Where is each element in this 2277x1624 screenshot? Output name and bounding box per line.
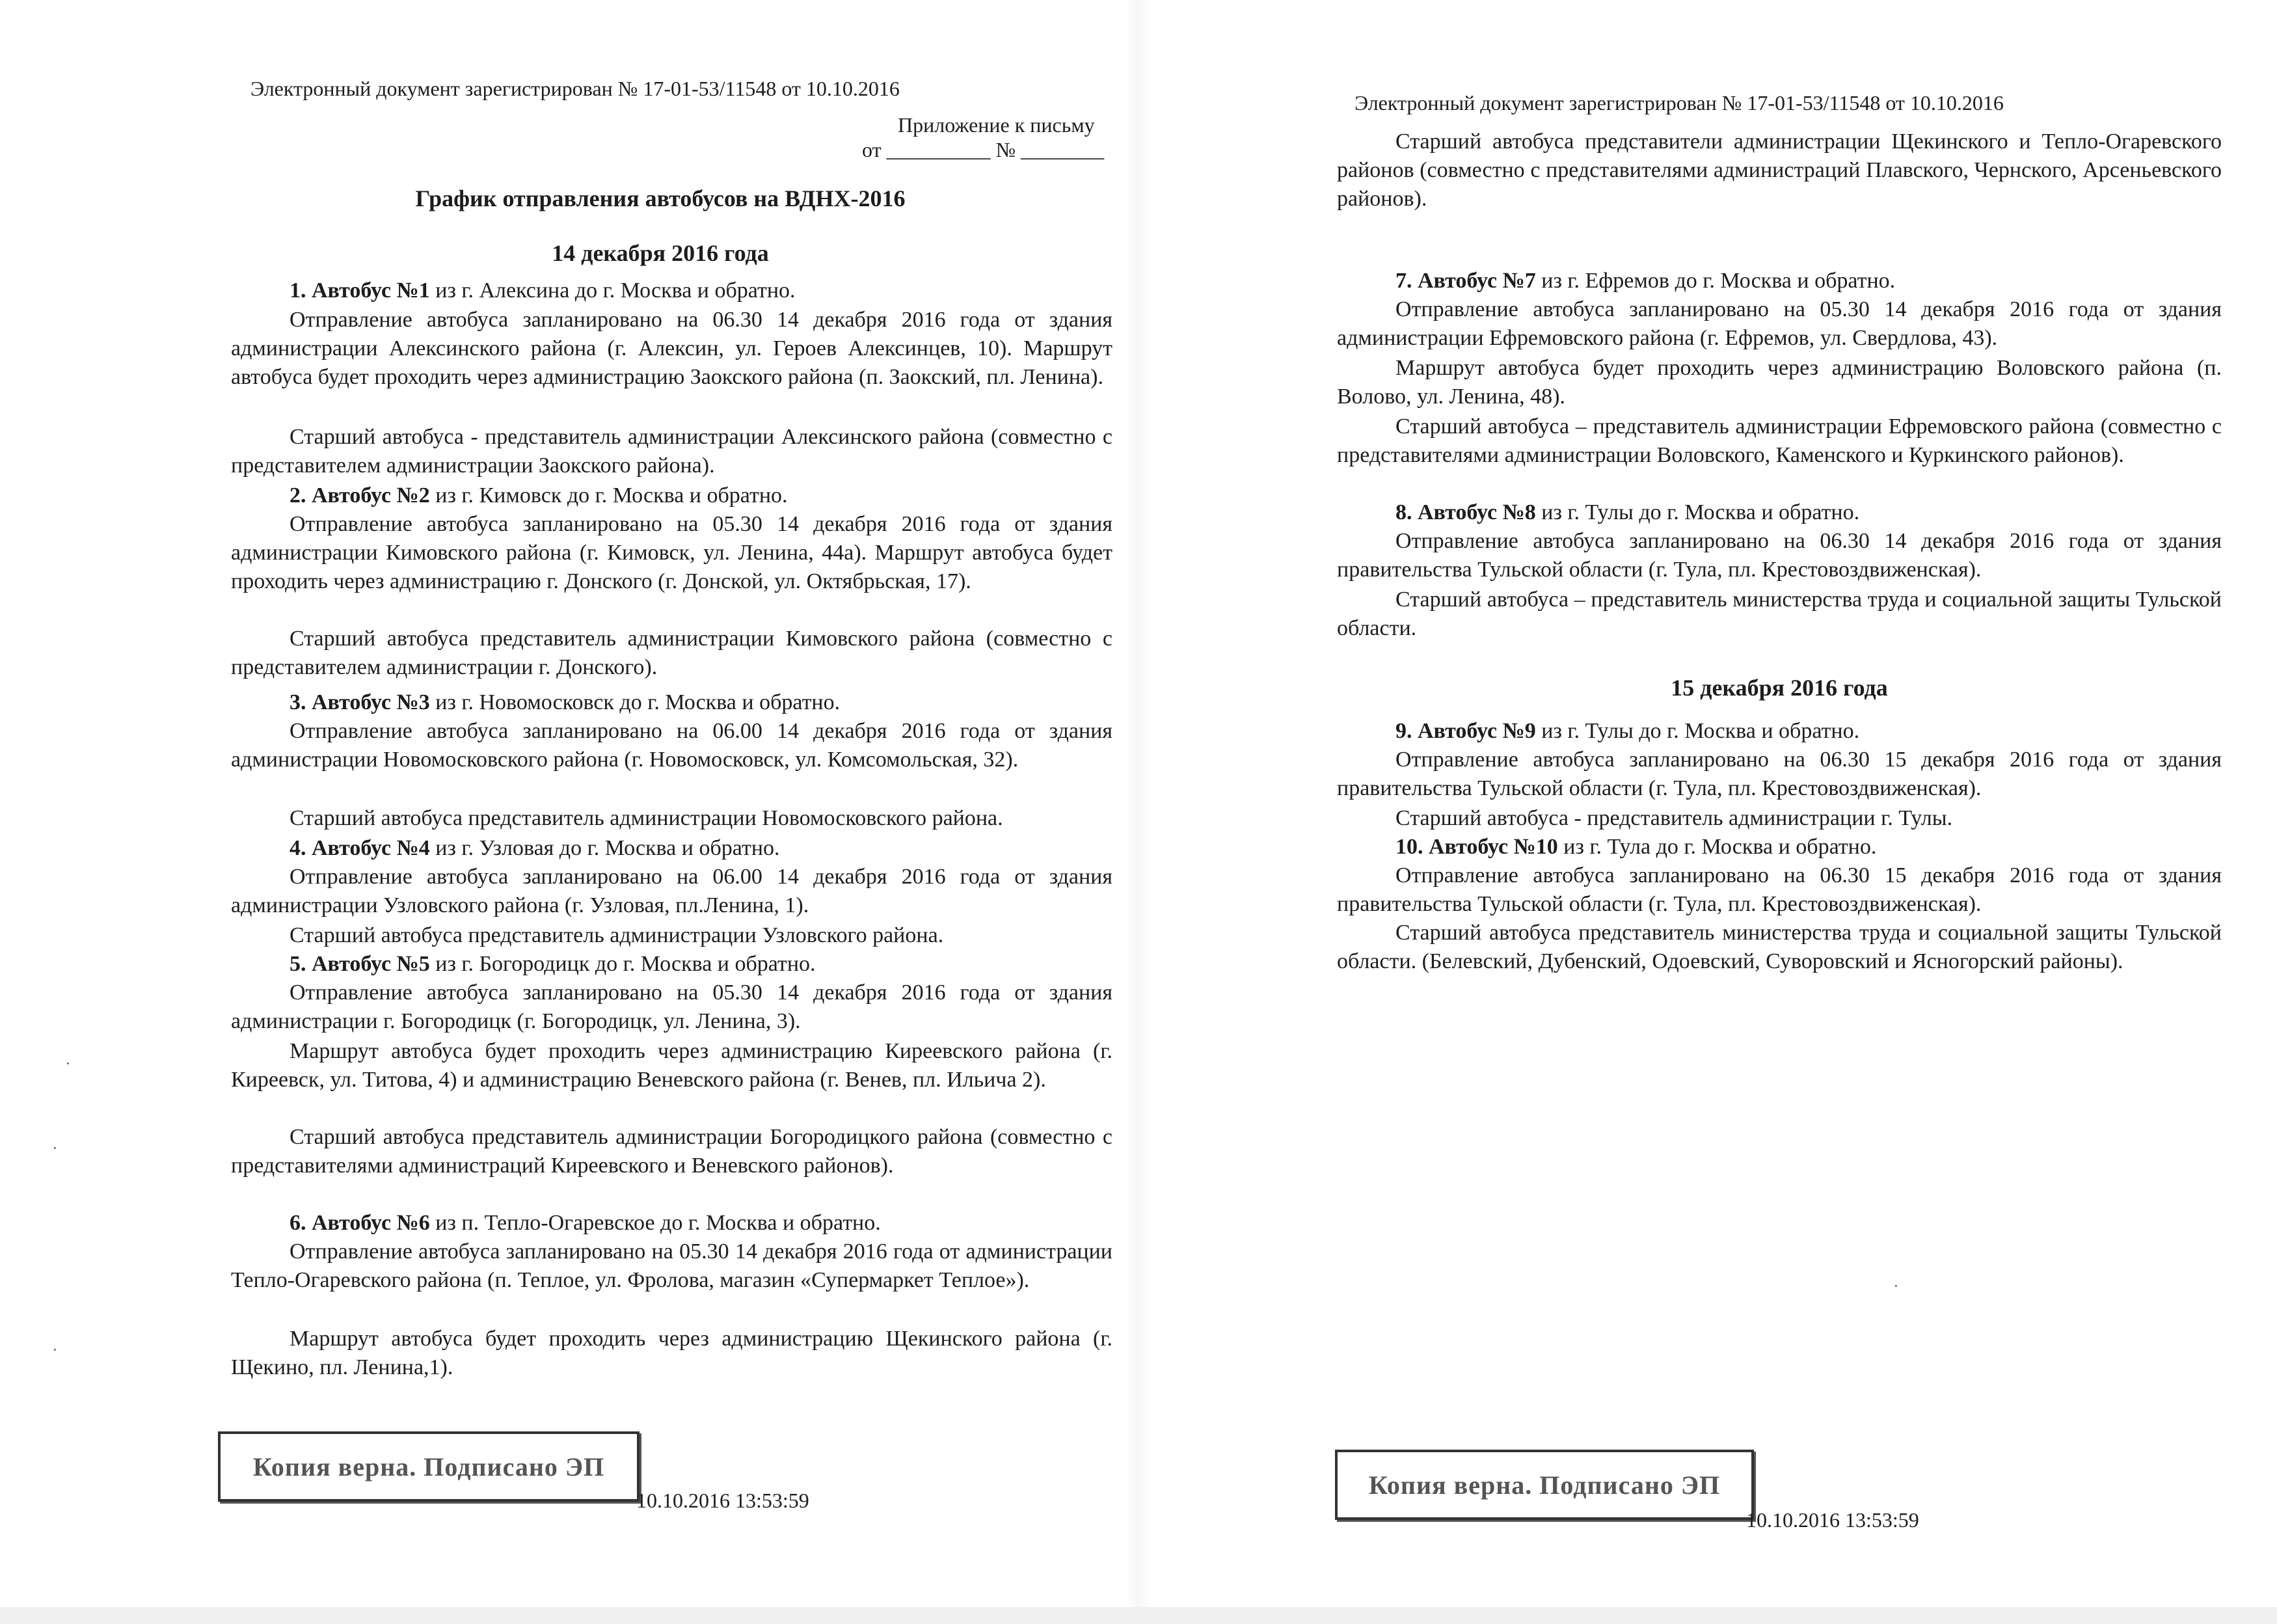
bus-senior-text: Старший автобуса представители администрации Щекинского и Тепло-Огаревского районов (совместно с представителями администраций Плавского, Чернского, Арсеньевского районов). xyxy=(1337,129,2222,211)
bus-entry-heading xyxy=(231,1209,1112,1238)
bus-departure-text: Отправление автобуса запланировано на 05.30 14 декабря 2016 года от здания администрации г. Богородицк (г. Богородицк, ул. Ленина, 3). xyxy=(231,981,1112,1033)
bus-number: 8. Автобус №8 xyxy=(1395,500,1536,524)
bus-route-via-text: Маршрут автобуса будет проходить через администрацию Киреевского района (г. Киреевск, ул. Титова, 4) и администрацию Веневского района (г. Венев, пл. Ильича 2). xyxy=(231,1039,1112,1092)
bus-senior-text: Старший автобуса - представитель администрации г. Тулы. xyxy=(1395,806,1953,830)
left-page xyxy=(0,0,1138,1624)
bus-route: из г. Новомосковск до г. Москва и обратно. xyxy=(429,690,841,714)
scan-edge xyxy=(0,1607,2277,1624)
scan-mark: · xyxy=(52,1340,58,1359)
appendix-line: Приложение к письму xyxy=(898,113,1095,137)
bus-route: из г. Тулы до г. Москва и обратно. xyxy=(1535,719,1860,743)
bus-route: из г. Ефремов до г. Москва и обратно. xyxy=(1535,269,1896,293)
bus-route-via-text: Маршрут автобуса будет проходить через администрацию Щекинского района (г. Щекино, пл. Ленина,1). xyxy=(231,1327,1112,1379)
bus-departure-text: Отправление автобуса запланировано на 05.30 14 декабря 2016 года от администрации Тепло-Огаревского района (п. Теплое, ул. Фролова, магазин «Супермаркет Теплое»). xyxy=(231,1239,1112,1292)
copy-stamp xyxy=(218,1431,640,1502)
bus-departure-text: Отправление автобуса запланировано на 05.30 14 декабря 2016 года от здания администрации Ефремовского района (г. Ефремов, ул. Свердлова, 43). xyxy=(1337,297,2222,350)
bus-senior-text: Старший автобуса представитель администрации Новомосковского района. xyxy=(290,806,1003,830)
bus-senior-text: Старший автобуса – представитель министерства труда и социальной защиты Тульской области. xyxy=(1337,588,2222,640)
stamp-date: 10.10.2016 13:53:59 xyxy=(636,1489,809,1512)
bus-senior-text: Старший автобуса представитель министерства труда и социальной защиты Тульской области. (Белевский, Дубенский, Одоевский, Суворовский и Ясногорский районы). xyxy=(1337,921,2222,973)
bus-route: из г. Тула до г. Москва и обратно. xyxy=(1557,835,1877,859)
bus-route: из г. Алексина до г. Москва и обратно. xyxy=(429,278,796,303)
appendix-number-line: от __________ № ________ xyxy=(862,138,1105,161)
bus-number: 3. Автобус №3 xyxy=(290,690,430,714)
document-title: График отправления автобусов на ВДНХ-2016 xyxy=(415,185,906,211)
date-heading: 14 декабря 2016 года xyxy=(552,240,769,266)
bus-entry-heading xyxy=(1337,833,2222,861)
right-page xyxy=(1138,0,2277,1624)
stamp-text: Копия верна. Подписано ЭП xyxy=(1368,1470,1721,1500)
bus-route: из г. Узловая до г. Москва и обратно. xyxy=(429,836,780,860)
bus-departure-text: Отправление автобуса запланировано на 06.30 14 декабря 2016 года от здания администрации Алексинского района (г. Алексин, ул. Героев Алексинцев, 10). Маршрут автобуса будет проходить через администрацию Заокского района (п. Заокский, пл. Ленина). xyxy=(231,308,1112,389)
registration-stamp: Электронный документ зарегистрирован № 17-01-53/11548 от 10.10.2016 xyxy=(250,77,900,100)
copy-stamp xyxy=(1335,1450,1754,1520)
bus-number: 5. Автобус №5 xyxy=(290,952,430,976)
bus-route-via-text: Маршрут автобуса будет проходить через администрацию Воловского района (п. Волово, ул. Ленина, 48). xyxy=(1337,356,2222,409)
bus-entry-heading xyxy=(1337,498,2222,527)
bus-entry-heading xyxy=(1337,717,2222,746)
bus-senior-text: Старший автобуса представитель администрации Кимовского района (совместно с представителем администрации г. Донского). xyxy=(231,627,1112,679)
bus-departure-text: Отправление автобуса запланировано на 06.00 14 декабря 2016 года от здания администрации Узловского района (г. Узловая, пл.Ленина, 1). xyxy=(231,865,1112,917)
bus-number: 10. Автобус №10 xyxy=(1395,835,1558,859)
stamp-text: Копия верна. Подписано ЭП xyxy=(252,1452,605,1482)
bus-entry-heading xyxy=(231,277,1112,305)
bus-route: из г. Кимовск до г. Москва и обратно. xyxy=(429,483,788,508)
bus-entry-heading xyxy=(1337,267,2222,295)
bus-senior-text: Старший автобуса – представитель администрации Ефремовского района (совместно с представителями администрации Воловского, Каменского и Куркинского районов). xyxy=(1337,414,2222,467)
bus-senior-text: Старший автобуса - представитель администрации Алексинского района (совместно с представителем администрации Заокского района). xyxy=(231,425,1112,478)
bus-number: 6. Автобус №6 xyxy=(290,1211,430,1235)
bus-entry-heading xyxy=(231,950,1112,979)
bus-number: 4. Автобус №4 xyxy=(290,836,430,860)
date-heading: 15 декабря 2016 года xyxy=(1671,675,1888,701)
scan-mark: · xyxy=(52,1139,58,1157)
bus-departure-text: Отправление автобуса запланировано на 06.30 14 декабря 2016 года от здания правительства Тульской области (г. Тула, пл. Крестовоздвиженская). xyxy=(1337,529,2222,582)
bus-number: 9. Автобус №9 xyxy=(1395,719,1536,743)
bus-route: из г. Богородицк до г. Москва и обратно. xyxy=(429,952,816,976)
registration-stamp: Электронный документ зарегистрирован № 17-01-53/11548 от 10.10.2016 xyxy=(1354,91,2004,115)
bus-entry-heading xyxy=(231,481,1112,510)
stamp-date: 10.10.2016 13:53:59 xyxy=(1746,1508,1919,1532)
scan-mark: · xyxy=(1893,1277,1899,1295)
bus-route: из г. Тулы до г. Москва и обратно. xyxy=(1535,500,1860,524)
scan-mark: · xyxy=(65,1054,71,1073)
bus-senior-text: Старший автобуса представитель администрации Богородицкого района (совместно с представителями администраций Киреевского и Веневского районов). xyxy=(231,1125,1112,1178)
bus-entry-heading xyxy=(231,688,1112,717)
bus-number: 2. Автобус №2 xyxy=(290,483,430,508)
bus-departure-text: Отправление автобуса запланировано на 06.00 14 декабря 2016 года от здания администрации Новомосковского района (г. Новомосковск, ул. Комсомольская, 32). xyxy=(231,719,1112,772)
bus-departure-text: Отправление автобуса запланировано на 06.30 15 декабря 2016 года от здания правительства Тульской области (г. Тула, пл. Крестовоздвиженская). xyxy=(1337,748,2222,800)
bus-senior-text: Старший автобуса представитель администрации Узловского района. xyxy=(290,923,944,947)
bus-departure-text: Отправление автобуса запланировано на 05.30 14 декабря 2016 года от здания администрации Кимовского района (г. Кимовск, ул. Ленина, 44а). Маршрут автобуса будет проходить через администрацию г. Донского (г. Донской, ул. Октябрьская, 17). xyxy=(231,512,1112,593)
bus-entry-heading xyxy=(231,834,1112,863)
bus-departure-text: Отправление автобуса запланировано на 06.30 15 декабря 2016 года от здания правительства Тульской области (г. Тула, пл. Крестовоздвиженская). xyxy=(1337,863,2222,916)
bus-route: из п. Тепло-Огаревское до г. Москва и обратно. xyxy=(429,1211,881,1235)
bus-number: 1. Автобус №1 xyxy=(290,278,430,303)
bus-number: 7. Автобус №7 xyxy=(1395,269,1536,293)
